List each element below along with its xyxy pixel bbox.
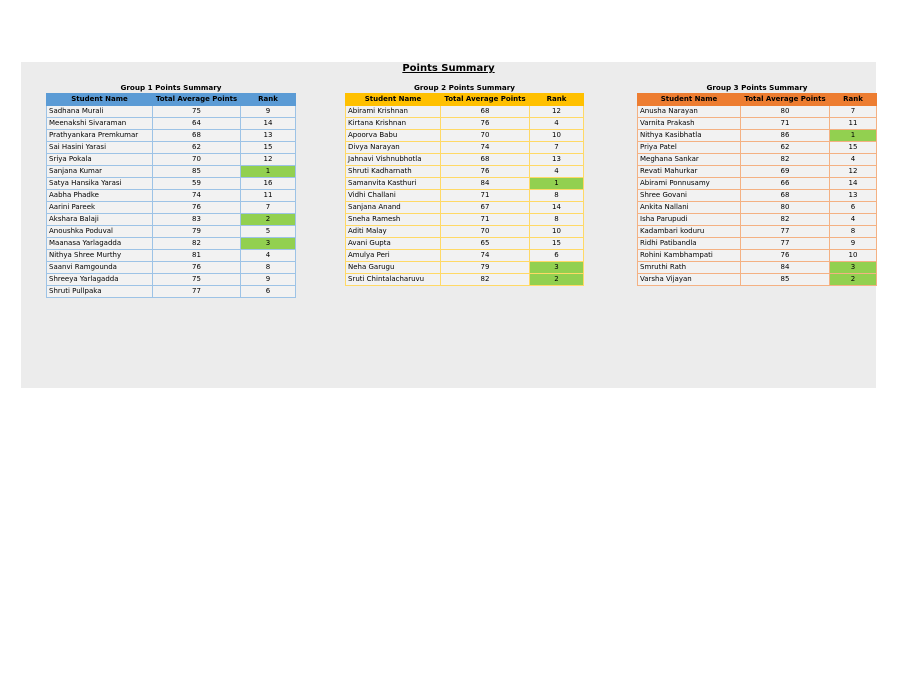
student-name-cell[interactable]: Sadhana Murali [47,106,153,118]
table-row [47,166,296,178]
table-row [638,226,877,238]
points-cell[interactable]: 76 [153,202,241,214]
points-cell[interactable]: 66 [741,178,830,190]
points-cell[interactable]: 82 [153,238,241,250]
table-row [346,250,584,262]
group-2-title: Group 2 Points Summary [413,83,515,92]
rank-cell[interactable]: 8 [530,190,584,202]
student-name-cell[interactable]: Sruti Chintalacharuvu [346,274,441,286]
points-cell[interactable]: 64 [153,118,241,130]
points-cell[interactable]: 84 [441,178,530,190]
student-name-cell[interactable]: Shree Govani [638,190,741,202]
student-name-cell[interactable]: Saanvi Ramgounda [47,262,153,274]
student-name-cell[interactable]: Aarini Pareek [47,202,153,214]
points-cell[interactable]: 81 [153,250,241,262]
rank-cell[interactable]: 10 [830,250,877,262]
table-row [47,250,296,262]
points-cell[interactable]: 79 [153,226,241,238]
table-row [638,238,877,250]
table-row [346,166,584,178]
student-name-cell[interactable]: Akshara Balaji [47,214,153,226]
student-name-cell[interactable]: Kadambari koduru [638,226,741,238]
rank-cell[interactable]: 2 [530,274,584,286]
points-cell[interactable]: 82 [741,214,830,226]
group-1-title: Group 1 Points Summary [120,83,222,92]
points-cell[interactable]: 70 [441,226,530,238]
points-cell[interactable]: 68 [441,154,530,166]
student-name-cell[interactable]: Abirami Ponnusamy [638,178,741,190]
student-name-cell[interactable]: Varsha Vijayan [638,274,741,286]
student-name-cell[interactable]: Amulya Peri [346,250,441,262]
points-cell[interactable]: 71 [441,214,530,226]
table-row [47,130,296,142]
rank-cell[interactable]: 3 [241,238,296,250]
rank-cell[interactable]: 5 [241,226,296,238]
group-1-section [46,82,296,298]
points-cell[interactable]: 85 [741,274,830,286]
points-cell[interactable]: 71 [741,118,830,130]
student-name-cell[interactable]: Priya Patel [638,142,741,154]
rank-cell[interactable]: 13 [530,154,584,166]
table-row [47,214,296,226]
rank-cell[interactable]: 7 [241,202,296,214]
points-cell[interactable]: 77 [741,238,830,250]
student-name-cell[interactable]: Sneha Ramesh [346,214,441,226]
rank-cell[interactable]: 11 [830,118,877,130]
rank-cell[interactable]: 2 [830,274,877,286]
table-row [346,274,584,286]
student-name-cell[interactable]: Prathyankara Premkumar [47,130,153,142]
student-name-cell[interactable]: Sriya Pokala [47,154,153,166]
rank-cell[interactable]: 9 [241,106,296,118]
table-row [47,178,296,190]
student-name-cell[interactable]: Varnita Prakash [638,118,741,130]
table-row [638,130,877,142]
student-name-cell[interactable]: Rohini Kambhampati [638,250,741,262]
points-cell[interactable]: 74 [441,250,530,262]
group-2-header-row [346,94,584,106]
student-name-cell[interactable]: Kirtana Krishnan [346,118,441,130]
table-row [47,142,296,154]
student-name-cell[interactable]: Aditi Malay [346,226,441,238]
table-row [638,106,877,118]
rank-cell[interactable]: 4 [530,118,584,130]
rank-cell[interactable]: 4 [830,214,877,226]
table-row [346,238,584,250]
points-cell[interactable]: 69 [741,166,830,178]
rank-cell[interactable]: 12 [241,154,296,166]
rank-cell[interactable]: 10 [530,226,584,238]
student-name-cell[interactable]: Ridhi Patibandla [638,238,741,250]
rank-cell[interactable]: 6 [241,286,296,298]
rank-cell[interactable]: 6 [530,250,584,262]
rank-cell[interactable]: 8 [830,226,877,238]
points-cell[interactable]: 75 [153,106,241,118]
table-row [638,166,877,178]
column-header-total-average-points[interactable]: Total Average Points [153,94,241,106]
rank-cell[interactable]: 9 [241,274,296,286]
points-cell[interactable]: 82 [441,274,530,286]
table-row [346,262,584,274]
rank-cell[interactable]: 13 [241,130,296,142]
rank-cell[interactable]: 11 [241,190,296,202]
group-3-section [637,82,877,286]
table-row [346,130,584,142]
rank-cell[interactable]: 1 [241,166,296,178]
student-name-cell[interactable]: Anusha Narayan [638,106,741,118]
points-cell[interactable]: 77 [741,226,830,238]
rank-cell[interactable]: 14 [830,178,877,190]
rank-cell[interactable]: 15 [830,142,877,154]
table-row [346,142,584,154]
points-cell[interactable]: 62 [741,142,830,154]
rank-cell[interactable]: 4 [530,166,584,178]
column-header-student-name[interactable]: Student Name [346,94,441,106]
column-header-total-average-points[interactable]: Total Average Points [741,94,830,106]
points-cell[interactable]: 67 [441,202,530,214]
points-cell[interactable]: 65 [441,238,530,250]
student-name-cell[interactable]: Smruthi Rath [638,262,741,274]
points-cell[interactable]: 86 [741,130,830,142]
student-name-cell[interactable]: Apoorva Babu [346,130,441,142]
rank-cell[interactable]: 8 [241,262,296,274]
rank-cell[interactable]: 10 [530,130,584,142]
student-name-cell[interactable]: Sanjana Kumar [47,166,153,178]
student-name-cell[interactable]: Samanvita Kasthuri [346,178,441,190]
points-cell[interactable]: 68 [153,130,241,142]
student-name-cell[interactable]: Shruti Kadharnath [346,166,441,178]
student-name-cell[interactable]: Avani Gupta [346,238,441,250]
spreadsheet-area [21,62,876,388]
table-row [638,118,877,130]
points-cell[interactable]: 70 [441,130,530,142]
student-name-cell[interactable]: Isha Parupudi [638,214,741,226]
points-cell[interactable]: 76 [441,118,530,130]
rank-cell[interactable]: 4 [830,154,877,166]
table-row [638,202,877,214]
rank-cell[interactable]: 1 [530,178,584,190]
student-name-cell[interactable]: Sai Hasini Yarasi [47,142,153,154]
group-1-header-row [47,94,296,106]
table-row [638,178,877,190]
table-row [638,250,877,262]
student-name-cell[interactable]: Nithya Shree Murthy [47,250,153,262]
table-row [47,106,296,118]
student-name-cell[interactable]: Nithya Kasibhatla [638,130,741,142]
student-name-cell[interactable]: Satya Hansika Yarasi [47,178,153,190]
student-name-cell[interactable]: Maanasa Yarlagadda [47,238,153,250]
group-2-table [345,93,584,286]
student-name-cell[interactable]: Neha Garugu [346,262,441,274]
student-name-cell[interactable]: Jahnavi Vishnubhotla [346,154,441,166]
table-row [47,238,296,250]
table-row [47,226,296,238]
points-cell[interactable]: 80 [741,106,830,118]
table-row [47,274,296,286]
student-name-cell[interactable]: Aabha Phadke [47,190,153,202]
group-2-section [345,82,584,286]
group-3-title: Group 3 Points Summary [706,83,808,92]
points-cell[interactable]: 74 [441,142,530,154]
student-name-cell[interactable]: Shruti Pullpaka [47,286,153,298]
table-row [638,214,877,226]
student-name-cell[interactable]: Shreeya Yarlagadda [47,274,153,286]
points-cell[interactable]: 82 [741,154,830,166]
points-cell[interactable]: 79 [441,262,530,274]
group-3-table [637,93,877,286]
points-cell[interactable]: 76 [741,250,830,262]
table-row [47,118,296,130]
column-header-rank[interactable]: Rank [830,94,877,106]
points-cell[interactable]: 71 [441,190,530,202]
student-name-cell[interactable]: Sanjana Anand [346,202,441,214]
table-row [346,178,584,190]
points-cell[interactable]: 74 [153,190,241,202]
rank-cell[interactable]: 1 [830,130,877,142]
rank-cell[interactable]: 13 [830,190,877,202]
points-cell[interactable]: 59 [153,178,241,190]
table-row [638,142,877,154]
rank-cell[interactable]: 12 [830,166,877,178]
student-name-cell[interactable]: Ankita Nallani [638,202,741,214]
points-cell[interactable]: 85 [153,166,241,178]
points-cell[interactable]: 76 [441,166,530,178]
points-cell[interactable]: 70 [153,154,241,166]
table-row [47,286,296,298]
rank-cell[interactable]: 14 [241,118,296,130]
column-header-total-average-points[interactable]: Total Average Points [441,94,530,106]
student-name-cell[interactable]: Vidhi Challani [346,190,441,202]
rank-cell[interactable]: 16 [241,178,296,190]
table-row [47,202,296,214]
rank-cell[interactable]: 6 [830,202,877,214]
rank-cell[interactable]: 9 [830,238,877,250]
student-name-cell[interactable]: Revati Mahurkar [638,166,741,178]
table-row [346,214,584,226]
rank-cell[interactable]: 3 [530,262,584,274]
student-name-cell[interactable]: Divya Narayan [346,142,441,154]
group-1-table [46,93,296,298]
table-row [346,154,584,166]
rank-cell[interactable]: 2 [241,214,296,226]
table-row [638,262,877,274]
column-header-student-name[interactable]: Student Name [638,94,741,106]
rank-cell[interactable]: 7 [530,142,584,154]
table-row [47,154,296,166]
rank-cell[interactable]: 15 [241,142,296,154]
points-cell[interactable]: 68 [441,106,530,118]
student-name-cell[interactable]: Meghana Sankar [638,154,741,166]
points-cell[interactable]: 84 [741,262,830,274]
table-row [346,226,584,238]
points-cell[interactable]: 80 [741,202,830,214]
points-cell[interactable]: 77 [153,286,241,298]
points-cell[interactable]: 62 [153,142,241,154]
table-row [638,154,877,166]
rank-cell[interactable]: 15 [530,238,584,250]
rank-cell[interactable]: 7 [830,106,877,118]
table-row [47,262,296,274]
student-name-cell[interactable]: Anoushka Poduval [47,226,153,238]
student-name-cell[interactable]: Abirami Krishnan [346,106,441,118]
points-cell[interactable]: 76 [153,262,241,274]
student-name-cell[interactable]: Meenakshi Sivaraman [47,118,153,130]
points-cell[interactable]: 75 [153,274,241,286]
points-cell[interactable]: 68 [741,190,830,202]
rank-cell[interactable]: 14 [530,202,584,214]
table-row [346,190,584,202]
points-cell[interactable]: 83 [153,214,241,226]
table-row [638,274,877,286]
table-row [47,190,296,202]
column-header-rank[interactable]: Rank [241,94,296,106]
rank-cell[interactable]: 3 [830,262,877,274]
rank-cell[interactable]: 12 [530,106,584,118]
table-row [346,118,584,130]
table-row [346,202,584,214]
column-header-rank[interactable]: Rank [530,94,584,106]
rank-cell[interactable]: 4 [241,250,296,262]
group-3-header-row [638,94,877,106]
page-title: Points Summary [402,63,495,74]
rank-cell[interactable]: 8 [530,214,584,226]
table-row [346,106,584,118]
column-header-student-name[interactable]: Student Name [47,94,153,106]
table-row [638,190,877,202]
